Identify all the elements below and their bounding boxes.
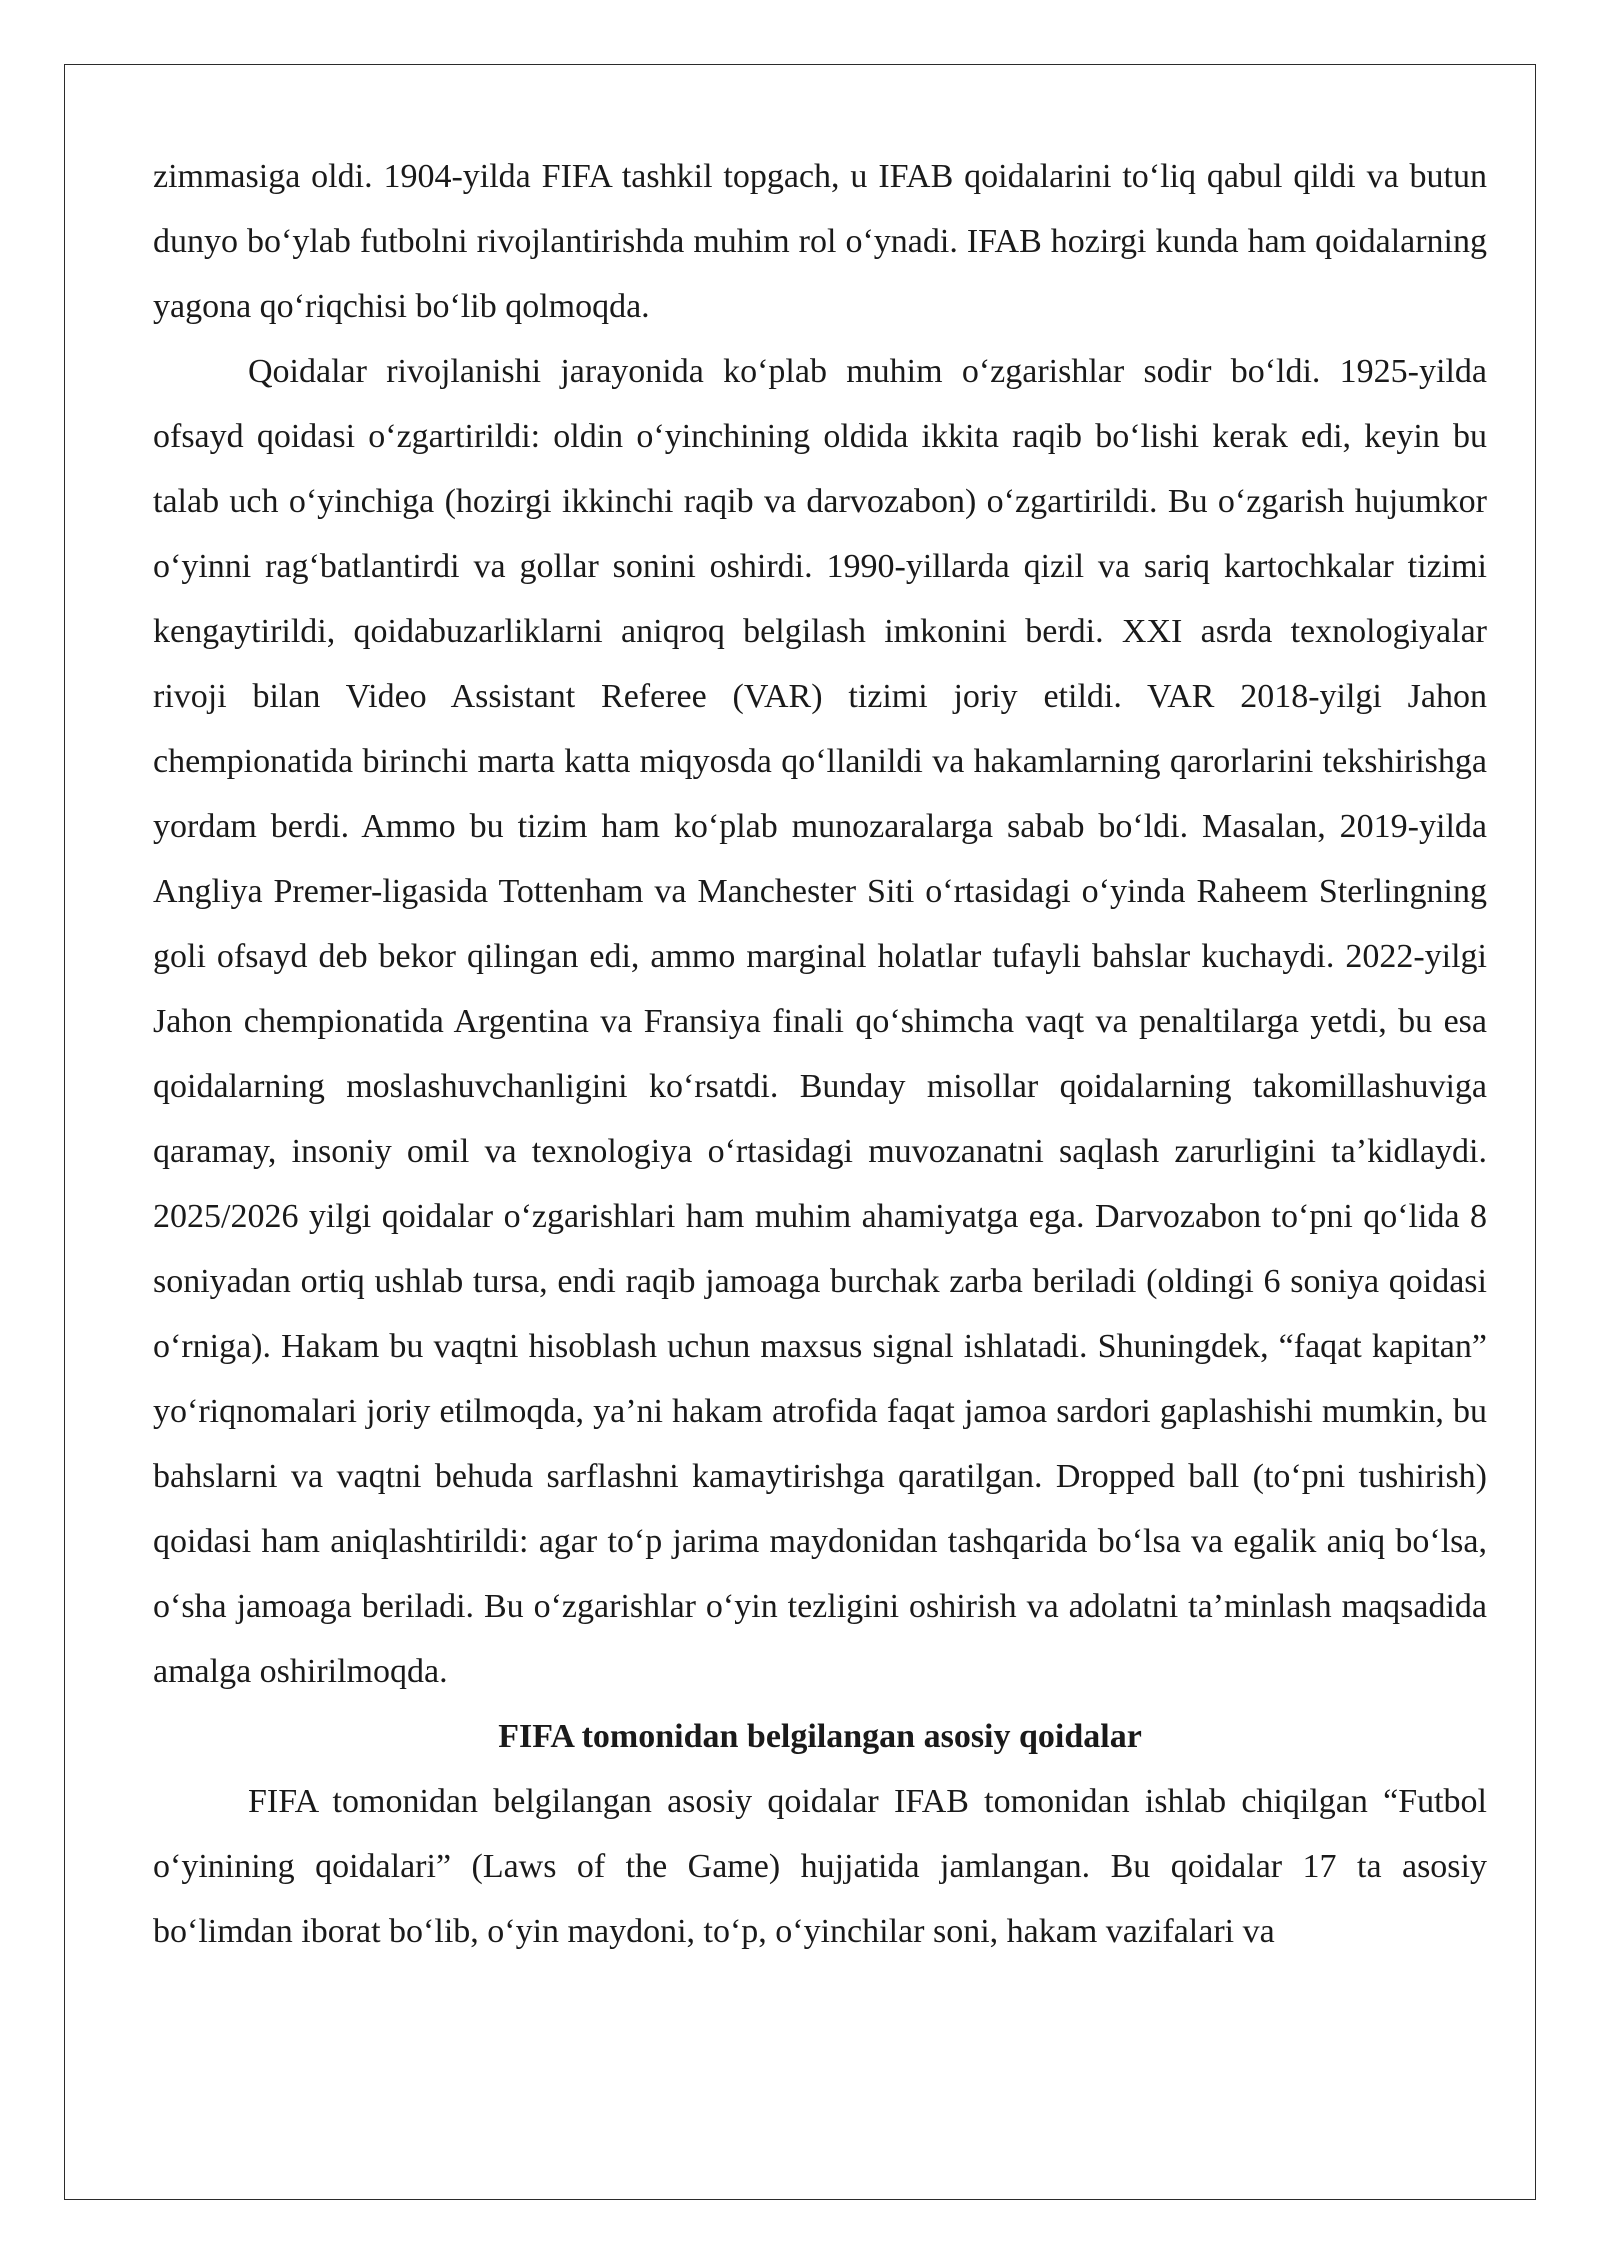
paragraph-basic-rules: FIFA tomonidan belgilangan asosiy qoidalar IFAB tomonidan ishlab chiqilgan “Futbol o‘yinining qoidalari” (Laws of the Game) hujjatida jamlangan. Bu qoidalar 17 ta asosiy bo‘limdan iborat bo‘lib, o‘yin maydoni, to‘p, o‘yinchilar soni, hakam vazifalari va xyxy=(153,1783,1487,1950)
paragraph-rules-evolution: Qoidalar rivojlanishi jarayonida ko‘plab muhim o‘zgarishlar sodir bo‘ldi. 1925-yilda ofsayd qoidasi o‘zgartirildi: oldin o‘yinchining oldida ikkita raqib bo‘lishi kerak edi, keyin bu talab uch o‘yinchiga (hozirgi ikkinchi raqib va darvozabon) o‘zgartirildi. Bu o‘zgarish hujumkor o‘yinni rag‘batlantirdi va gollar sonini oshirdi. 1990-yillarda qizil va sariq kartochkalar tizimi kengaytirildi, qoidabuzarliklarni aniqroq belgilash imkonini berdi. XXI asrda texnologiyalar rivoji bilan Video Assistant Referee (VAR) tizimi joriy etildi. VAR 2018-yilgi Jahon chempionatida birinchi marta katta miqyosda qo‘llanildi va hakamlarning qarorlarini tekshirishga yordam berdi. Ammo bu tizim ham ko‘plab munozaralarga sabab bo‘ldi. Masalan, 2019-yilda Angliya Premer-ligasida Tottenham va Manchester Siti o‘rtasidagi o‘yinda Raheem Sterlingning goli ofsayd deb bekor qilingan edi, ammo marginal holatlar tufayli bahslar kuchaydi. 2022-yilgi Jahon chempionatida Argentina va Fransiya finali qo‘shimcha vaqt va penaltilarga yetdi, bu esa qoidalarning moslashuvchanligini ko‘rsatdi. Bunday misollar qoidalarning takomillashuviga qaramay, insoniy omil va texnologiya o‘rtasidagi muvozanatni saqlash zarurligini ta’kidlaydi. 2025/2026 yilgi qoidalar o‘zgarishlari ham muhim ahamiyatga ega. Darvozabon to‘pni qo‘lida 8 soniyadan ortiq ushlab tursa, endi raqib jamoaga burchak zarba beriladi (oldingi 6 soniya qoidasi o‘rniga). Hakam bu vaqtni hisoblash uchun maxsus signal ishlatadi. Shuningdek, “faqat kapitan” yo‘riqnomalari joriy etilmoqda, ya’ni hakam atrofida faqat jamoa sardori gaplashishi mumkin, bu bahslarni va vaqtni behuda sarflashni kamaytirishga qaratilgan. Dropped ball (to‘pni tushirish) qoidasi ham aniqlashtirildi: agar to‘p jarima maydonidan tashqarida bo‘lsa va egalik aniq bo‘lsa, o‘sha jamoaga beriladi. Bu o‘zgarishlar o‘yin tezligini oshirish va adolatni ta’minlash maqsadida amalga oshirilmoqda. xyxy=(153,353,1487,1690)
section-heading: FIFA tomonidan belgilangan asosiy qoidalar xyxy=(498,1718,1142,1755)
paragraph-continuation: zimmasiga oldi. 1904-yilda FIFA tashkil topgach, u IFAB qoidalarini to‘liq qabul qildi va butun dunyo bo‘ylab futbolni rivojlantirishda muhim rol o‘ynadi. IFAB hozirgi kunda ham qoidalarning yagona qo‘riqchisi bo‘lib qolmoqda. xyxy=(153,158,1487,325)
document-body xyxy=(153,144,1487,1964)
